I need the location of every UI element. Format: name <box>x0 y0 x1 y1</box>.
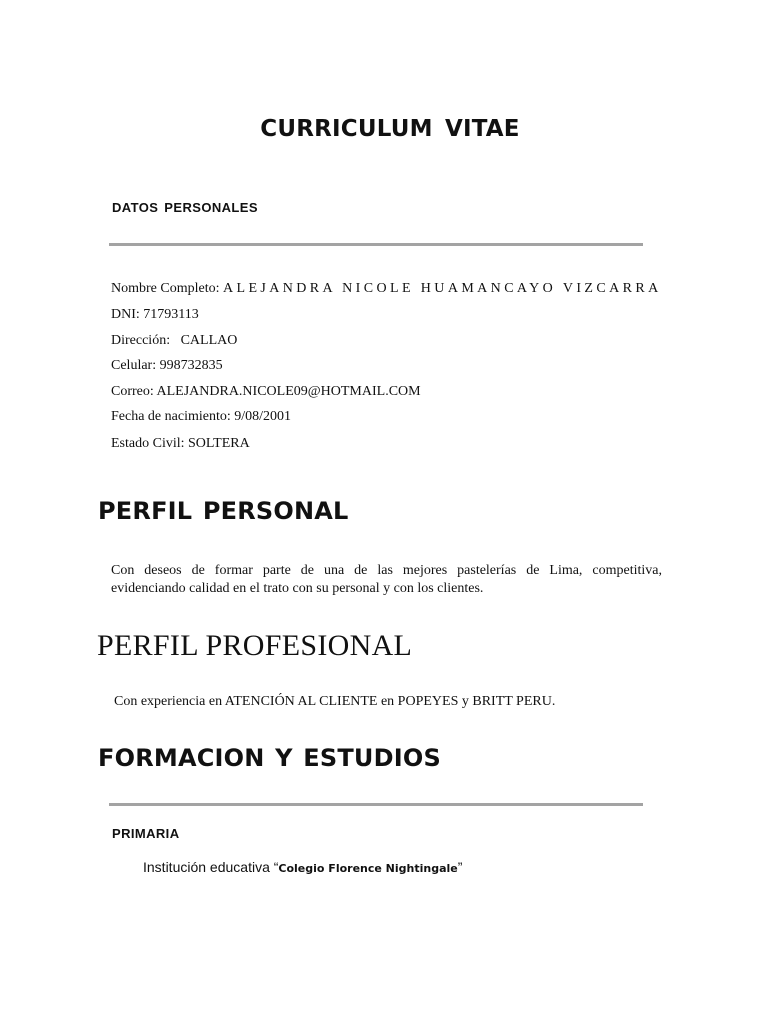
section-divider <box>109 243 643 246</box>
dni: DNI: 71793113 <box>111 307 199 322</box>
nombre-completo <box>111 281 662 297</box>
nombre-value: ALEJANDRA NICOLE HUAMANCAYO VIZCARRA <box>223 281 662 296</box>
institucion-label: Institución educativa “ <box>143 859 279 875</box>
direccion-value: CALLAO <box>180 333 238 348</box>
formacion-heading: FORMACION Y ESTUDIOS <box>98 744 441 772</box>
nombre-label: Nombre Completo: <box>111 281 220 296</box>
institucion-close: ” <box>457 859 463 875</box>
fecha-nacimiento: Fecha de nacimiento: 9/08/2001 <box>111 409 292 424</box>
institucion-name: Colegio Florence Nightingale <box>278 862 458 875</box>
estado-civil: Estado Civil: SOLTERA <box>111 436 250 451</box>
perfil-profesional-text: Con experiencia en ATENCIÓN AL CLIENTE en POPEYES y BRITT PERU. <box>114 694 556 709</box>
direccion <box>111 333 237 349</box>
perfil-personal-text <box>111 562 662 598</box>
perfil-personal-heading: PERFIL PERSONAL <box>98 497 349 525</box>
perfil-personal-line: evidenciando calidad en el trato con su personal y con los clientes. <box>111 581 484 596</box>
datos-personales-heading: DATOS PERSONALES <box>112 200 258 215</box>
page-title: CURRICULUM VITAE <box>260 116 520 142</box>
celular: Celular: 998732835 <box>111 358 223 373</box>
correo: Correo: ALEJANDRA.NICOLE09@HOTMAIL.COM <box>111 384 421 399</box>
perfil-personal-line: Con deseos de formar parte de una de las mejores pastelerías de Lima, competitiva, <box>111 563 662 578</box>
primaria-heading: PRIMARIA <box>112 826 180 841</box>
institucion-educativa <box>143 859 462 875</box>
direccion-label: Dirección: <box>111 333 171 348</box>
section-divider <box>109 803 643 806</box>
perfil-profesional-heading: PERFIL PROFESIONAL <box>97 629 413 662</box>
